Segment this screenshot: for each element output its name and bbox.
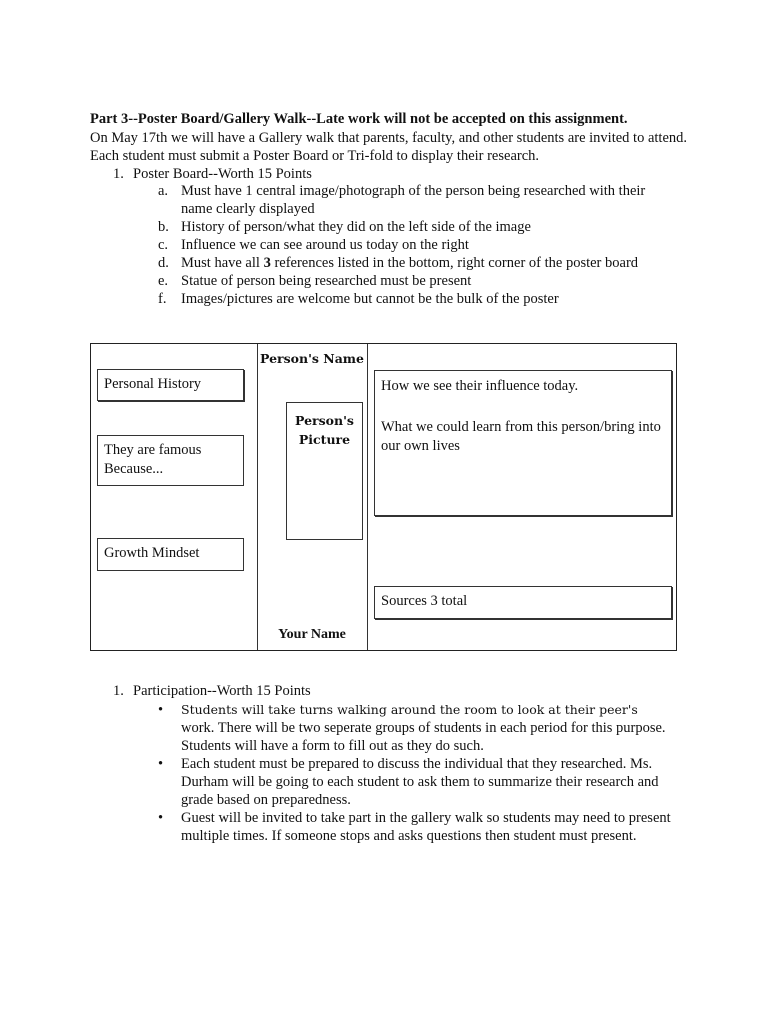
list-item <box>158 272 678 290</box>
list-item-text: History of person/what they did on the left side of the image <box>181 219 531 235</box>
list-item <box>158 218 678 236</box>
list-item <box>158 809 683 845</box>
participation-bullets <box>158 701 683 845</box>
poster-requirements-list <box>158 182 678 308</box>
poster-board-diagram <box>90 343 677 651</box>
your-name-label: Your Name <box>278 627 346 642</box>
list-number: 1. <box>113 683 124 699</box>
list-item <box>158 701 683 755</box>
divider-left <box>257 344 258 650</box>
list-item <box>158 182 678 218</box>
list-letter: c. <box>158 237 169 253</box>
influence-today-text: How we see their influence today. <box>381 378 579 394</box>
list-letter: e. <box>158 273 169 289</box>
participation-list-title <box>113 682 311 700</box>
growth-mindset-box: Growth Mindset <box>97 538 244 571</box>
persons-picture-box: Person's Picture <box>286 402 363 540</box>
list-item <box>158 755 683 809</box>
list-letter: b. <box>158 219 169 235</box>
sources-box: Sources 3 total <box>374 586 672 619</box>
bullet-symbol: • <box>158 810 164 826</box>
bullet-text: Guest will be invited to take part in the gallery walk so students may need to present multiple times. If someone stops and asks questions then student must present. <box>181 810 671 844</box>
poster-board-list-title <box>113 165 312 183</box>
list-item-text: Must have 1 central image/photograph of the person being researched with their name clearly displayed <box>181 183 646 217</box>
list-item <box>158 290 678 308</box>
list-number: 1. <box>113 166 124 182</box>
persons-name-label: Person's Name <box>260 351 364 366</box>
learn-from-text: What we could learn from this person/bring into our own lives <box>381 419 661 454</box>
list-item-text: Statue of person being researched must be present <box>181 273 472 289</box>
intro-paragraph: On May 17th we will have a Gallery walk that parents, faculty, and other students are invited to attend. Each student must submit a Poster Board or Tri-fold to display their research. <box>90 130 688 164</box>
list-letter: a. <box>158 183 169 199</box>
list-letter: f. <box>158 291 167 307</box>
list-item <box>158 236 678 254</box>
list-item-text: Images/pictures are welcome but cannot be the bulk of the poster <box>181 291 559 307</box>
influence-box <box>374 370 672 516</box>
bullet-first-line: Students will take turns walking around the room to look at their peer's <box>181 702 638 717</box>
list-item <box>158 254 678 272</box>
bullet-text: work. There will be two seperate groups of students in each period for this purpose. Students will have a form to fill out as they do such. <box>181 720 666 754</box>
famous-because-box: They are famous Because... <box>97 435 244 486</box>
list-letter: d. <box>158 255 169 271</box>
bullet-symbol: • <box>158 756 164 772</box>
bold-count: 3 <box>263 255 271 271</box>
list-item-text: Must have all <box>181 255 264 271</box>
bullet-text: Each student must be prepared to discuss the individual that they researched. Ms. Durham will be going to each student to ask them to summarize their research and grade based on preparedness. <box>181 756 659 808</box>
list-title: Poster Board--Worth 15 Points <box>133 166 312 182</box>
list-title: Participation--Worth 15 Points <box>133 683 311 699</box>
section-heading: Part 3--Poster Board/Gallery Walk--Late work will not be accepted on this assignment. <box>90 111 628 127</box>
list-item-text: Influence we can see around us today on the right <box>181 237 469 253</box>
divider-right <box>367 344 368 650</box>
list-item-text: references listed in the bottom, right corner of the poster board <box>270 255 639 271</box>
bullet-symbol: • <box>158 702 164 718</box>
personal-history-box: Personal History <box>97 369 244 401</box>
